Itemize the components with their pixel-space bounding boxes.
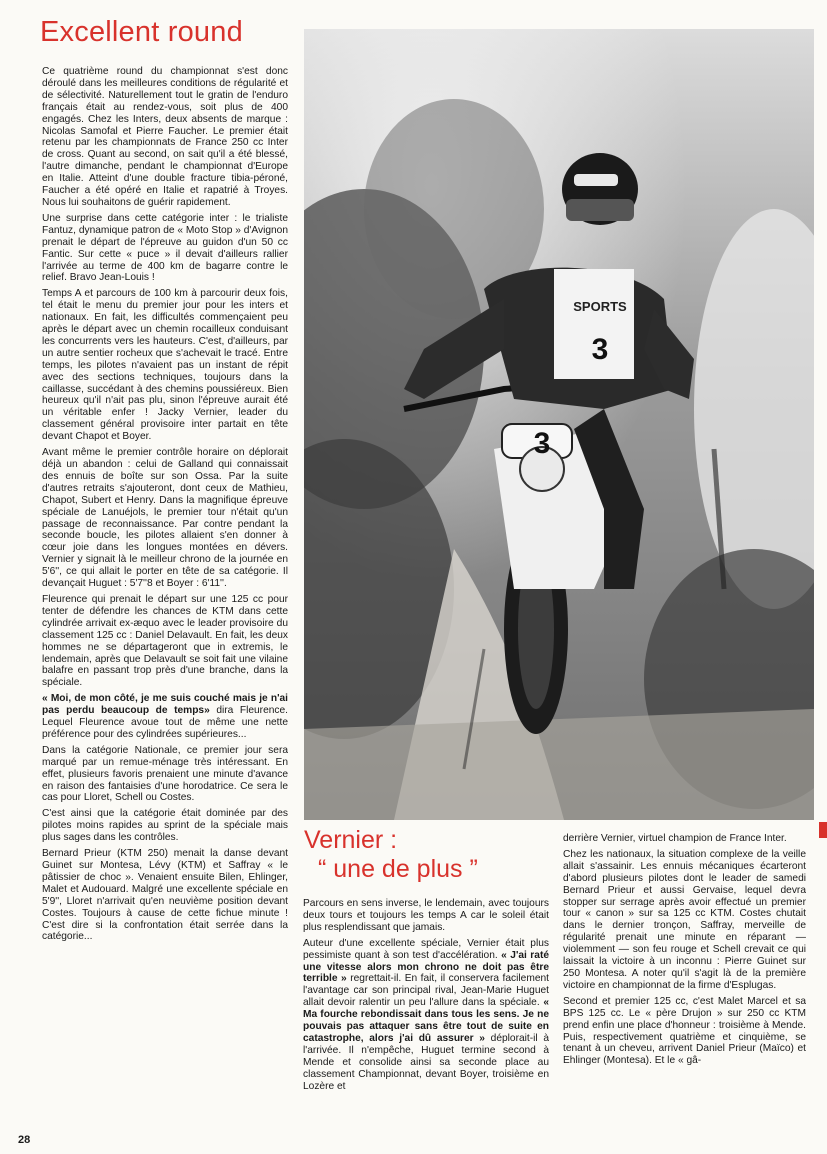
- text-column-right: [563, 833, 806, 1148]
- paragraph: [42, 693, 288, 741]
- paragraph: derrière Vernier, virtuel champion de France Inter.: [563, 833, 787, 844]
- bike-number-plate: 3: [533, 427, 551, 460]
- quote-rest: dira Fleurence. Lequel Fleurence avoue tout de même une nette préférence pour des cylindrées supérieures...: [42, 705, 288, 740]
- paragraph: [303, 938, 549, 1093]
- quote-bold: « Ma fourche rebondissait dans tous les sens. Je ne pouvais pas attaquer sans être tout de suite en catastrophe, alors j'ai dû assurer »: [303, 997, 549, 1044]
- enduro-rider-photo: [304, 29, 814, 820]
- text-column-left: [42, 66, 288, 1138]
- text-run: Auteur d'une excellente spéciale, Vernier était plus pessimiste quant à son test d'accélération.: [303, 937, 549, 961]
- subtitle-line-1: Vernier :: [304, 826, 398, 854]
- paragraph: Parcours en sens inverse, le lendemain, avec toujours deux tours et toujours les temps A car le soleil était plus resplendissant que jamais.: [303, 898, 549, 933]
- paragraph: C'est ainsi que la catégorie était dominée par des pilotes moins rapides au sprint de la spéciale mais plus sages dans les contrôles.: [42, 808, 288, 844]
- rider-chest-number: 3: [591, 333, 609, 366]
- paragraph: Ce quatrième round du championnat s'est donc déroulé dans les meilleures conditions de régularité et de sélectivité. Naturellement tout le gratin de l'enduro français était au rendez-vous, soit plus de 400 engagés. Chez les Inters, deux absents de marque : Nicolas Samofal et Pierre Faucher. Le premier était retenu par les championnats de France 250 cc Inter de cross. Quant au second, on sait qu'il a été blessé, l'autre dimanche, pendant le championnat d'Europe en Italie. Atteint d'une double fracture tibia-péroné, Faucher a été opéré en Italie et rapatrié à Troyes. Nous lui souhaitons de guérir rapidement.: [42, 66, 288, 208]
- paragraph: Fleurence qui prenait le départ sur une 125 cc pour tenter de défendre les chances de KTM dans cette cylindrée arrivait ex-æquo avec le leader provisoire du classement 125 cc : Daniel Delavault. En fait, les deux hommes ne se départageront que in extremis, le lendemain, après que Delavault se soit fait une vilaine balafre en passant trop près d'une branche, dans la spéciale.: [42, 593, 288, 689]
- quote-bold: « Moi, de mon côté, je me suis couché mais je n'ai pas perdu beaucoup de temps»: [42, 693, 288, 717]
- photo-illustration: [304, 29, 814, 820]
- subtitle-line-2: “ une de plus ”: [318, 855, 478, 883]
- paragraph: Avant même le premier contrôle horaire on déplorait déjà un abandon : celui de Galland qui connaissait des ennuis de boîte sur son Ossa. Par la suite d'autres retraits s'ajouteront, dont ceux de Mathieu, Chapot, Subert et Henry. Dans la magnifique épreuve spéciale de Lanuéjols, le premier tour n'était qu'un passage de reconnaissance. Par contre pendant la seconde boucle, les pilotes allaient s'en donner à cœur joie dans les longues montées en dévers. Vernier y signait là le meilleur chrono de la journée en 5'6'', ce qui allait le porter en tête de sa catégorie. Il devançait Huguet : 5'7''8 et Boyer : 6'11''.: [42, 447, 288, 590]
- paragraph: Second et premier 125 cc, c'est Malet Marcel et sa BPS 125 cc. Le « père Drujon » sur 250 cc KTM prend enfin une place d'honneur : troisième à Mende. Puis, respectivement quatrième et cinquième, se tenant à un cheveu, arrivent Daniel Prieur (Maïco) et Ehlinger (Montesa). Et le « gâ-: [563, 995, 806, 1067]
- paragraph: Dans la catégorie Nationale, ce premier jour sera marqué par un remue-ménage très intéressant. En effet, plusieurs favoris prenaient une minute d'avance en raison des fantaisies d'une horodatrice. Ce sera le cas pour Lloret, Schell ou Costes.: [42, 744, 288, 804]
- paragraph: Une surprise dans cette catégorie inter : le trialiste Fantuz, dynamique patron de « Moto Stop » d'Avignon prenait le départ de l'épreuve au guidon d'un 50 cc Fantic. Sur cette « puce » il devait d'ailleurs rallier l'arrivée au terme de 400 km de bagarre contre le relief. Bravo Jean-Louis !: [42, 212, 288, 284]
- text-run: déplorait-il à l'arrivée. Il n'empêche, Huguet termine second à Mende et consolide ainsi sa seconde place au classement Championnat, devant Boyer, troisième en Lozère et: [303, 1032, 549, 1092]
- text-column-middle: [303, 898, 549, 1148]
- paragraph: Bernard Prieur (KTM 250) menait la danse devant Guinet sur Montesa, Lévy (KTM) et Saffray « le pâtissier de choc ». Venaient ensuite Bilen, Ehlinger, Malet et Audouard. Malgré une excellente spéciale en 5'9'', Lloret n'arrivait qu'en neuvième position devant Costes. Toujours à cause de cette fichue minute ! C'est dire si la confrontation était serrée dans la catégorie...: [42, 848, 288, 943]
- paragraph: Chez les nationaux, la situation complexe de la veille allait s'assainir. Les ennuis mécaniques écarteront d'abord plusieurs pilotes dont le leader de samedi Bernard Prieur et aussi Gervaise, lequel devra stopper sur serrage après avoir effectué un premier tour « canon » sur sa 125 cc KTM. Costes chutait dans le dernier tronçon, Saffray, merveille de régularité prenait une minute en réparant — violemment — son feu rouge et Schell crevait ce qui laissait la victoire à un inconnu : Pierre Guinet sur 250 Montesa. A noter qu'il s'agit là de la première victoire en championnat de la firme d'Esplugas.: [563, 848, 806, 991]
- paragraph: Temps A et parcours de 100 km à parcourir deux fois, tel était le menu du premier jour pour les inters et nationaux. En fait, les difficultés commençaient peu après le départ avec un chemin rocailleux conduisant les concurrents vers les hauteurs. C'est, d'ailleurs, par un autre sentier rocheux que s'achevait le tracé. Entre temps, les pilotes n'avaient pas un instant de répit avec des sections techniques, toujours dans la caillasse, succédant à des chemins poussiéreux. Bien heureux qu'il n'ait pas plu, sinon l'épreuve aurait été un véritable enfer ! Jacky Vernier, leader du classement général provisoire inter partait en tête devant Chapot et Boyer.: [42, 288, 288, 443]
- text-run: regrettait-il. En fait, il conservera facilement l'avantage car son principal rival, Jean-Marie Huguet allait devoir ralentir un peu l'allure dans la spéciale.: [303, 973, 549, 1009]
- quote-bold: « J'ai raté une vitesse alors mon chrono ne doit pas être terrible »: [303, 949, 549, 985]
- page-number: 28: [18, 1134, 31, 1146]
- edge-color-tab: [819, 822, 827, 838]
- rider-vest-text: SPORTS: [573, 299, 627, 314]
- section-subtitle: [304, 826, 478, 884]
- article-title: Excellent round: [40, 16, 243, 48]
